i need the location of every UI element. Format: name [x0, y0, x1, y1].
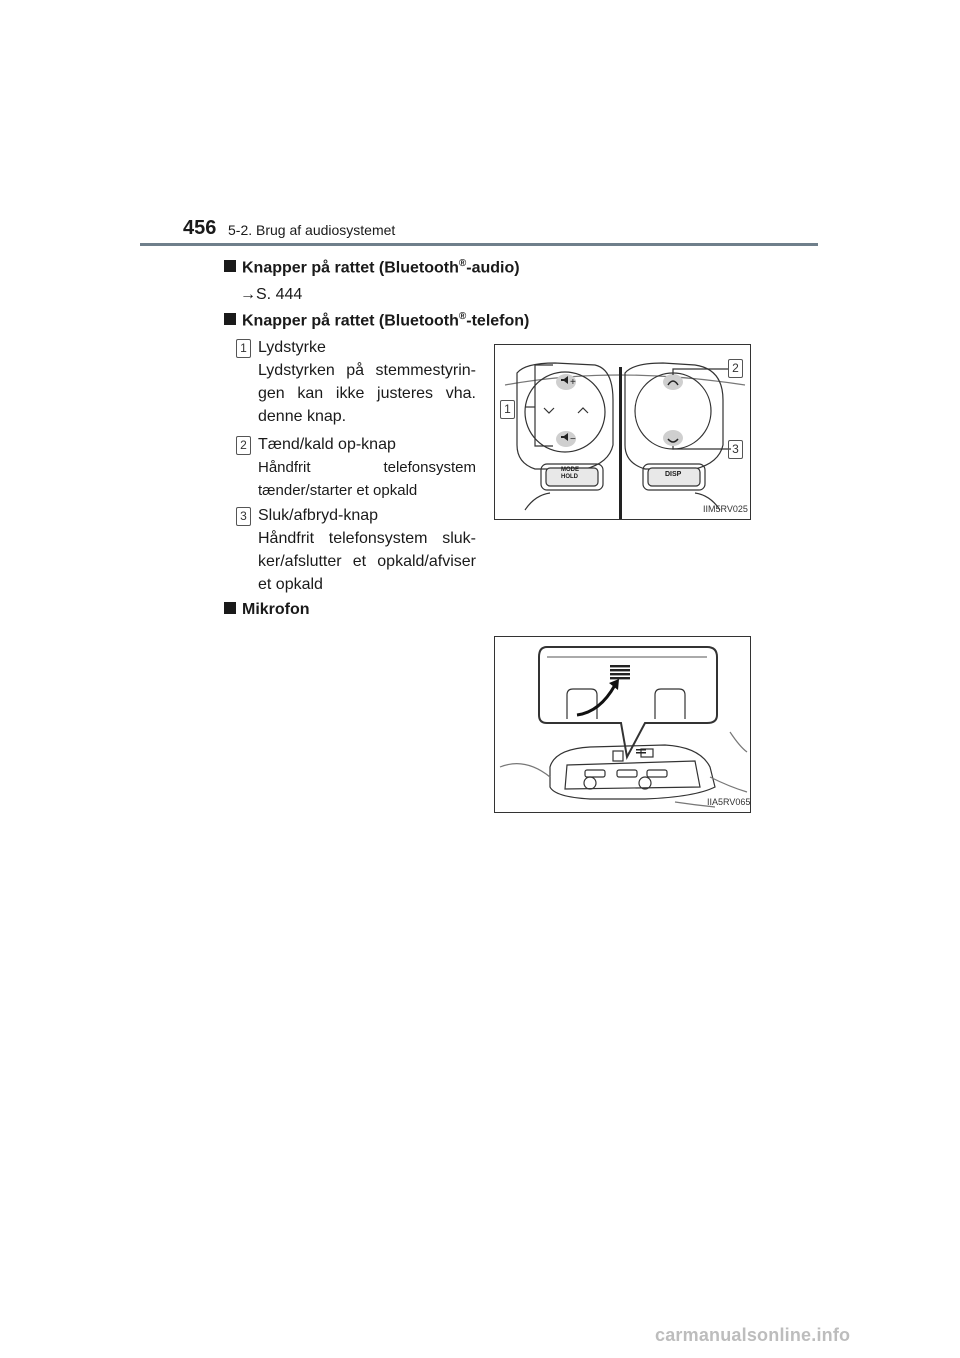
svg-text:−: −	[570, 434, 576, 445]
svg-text:+: +	[570, 377, 576, 388]
item-number-badge: 3	[236, 507, 251, 526]
audio-page-reference[interactable]: →S. 444	[240, 286, 303, 303]
callout-2-badge: 2	[728, 359, 743, 378]
item-description: Lydstyrken på stemmestyrin-gen kan ikke justeres vha. denne knap.	[258, 362, 476, 425]
square-bullet-icon	[224, 313, 236, 325]
figure-code: IIM5RV025	[703, 504, 748, 514]
disp-button-label: DISP	[665, 471, 682, 478]
callout-3-badge: 3	[728, 440, 743, 459]
section-title: 5-2. Brug af audiosystemet	[228, 222, 396, 238]
mode-hold-button-label: MODE HOLD	[561, 467, 579, 480]
figure-code: IIA5RV065	[707, 797, 751, 807]
page-number: 456	[183, 217, 217, 239]
item-description: Håndfrit telefonsystem sluk-ker/afslutter et opkald/afviser et opkald	[258, 530, 476, 593]
microphone-location-illustration	[495, 637, 750, 812]
audio-buttons-heading: Knapper på rattet (Bluetooth®-audio)	[224, 258, 520, 277]
item-description: Håndfrit telefonsystem tænder/starter et opkald	[258, 459, 476, 499]
square-bullet-icon	[224, 260, 236, 272]
square-bullet-icon	[224, 602, 236, 614]
phone-buttons-heading: Knapper på rattet (Bluetooth®-telefon)	[224, 311, 529, 330]
item-title: Sluk/afbryd-knap	[258, 507, 379, 524]
microphone-heading: Mikrofon	[224, 601, 310, 619]
item-number-badge: 1	[236, 339, 251, 358]
item-title: Lydstyrke	[258, 339, 326, 356]
steering-wheel-illustration	[495, 345, 750, 519]
steering-buttons-figure	[494, 344, 751, 520]
header-rule	[140, 243, 818, 246]
footer-watermark[interactable]: carmanualsonline.info	[655, 1325, 851, 1345]
microphone-figure	[494, 636, 751, 813]
callout-1-badge: 1	[500, 400, 515, 419]
item-title: Tænd/kald op-knap	[258, 436, 396, 453]
item-number-badge: 2	[236, 436, 251, 455]
